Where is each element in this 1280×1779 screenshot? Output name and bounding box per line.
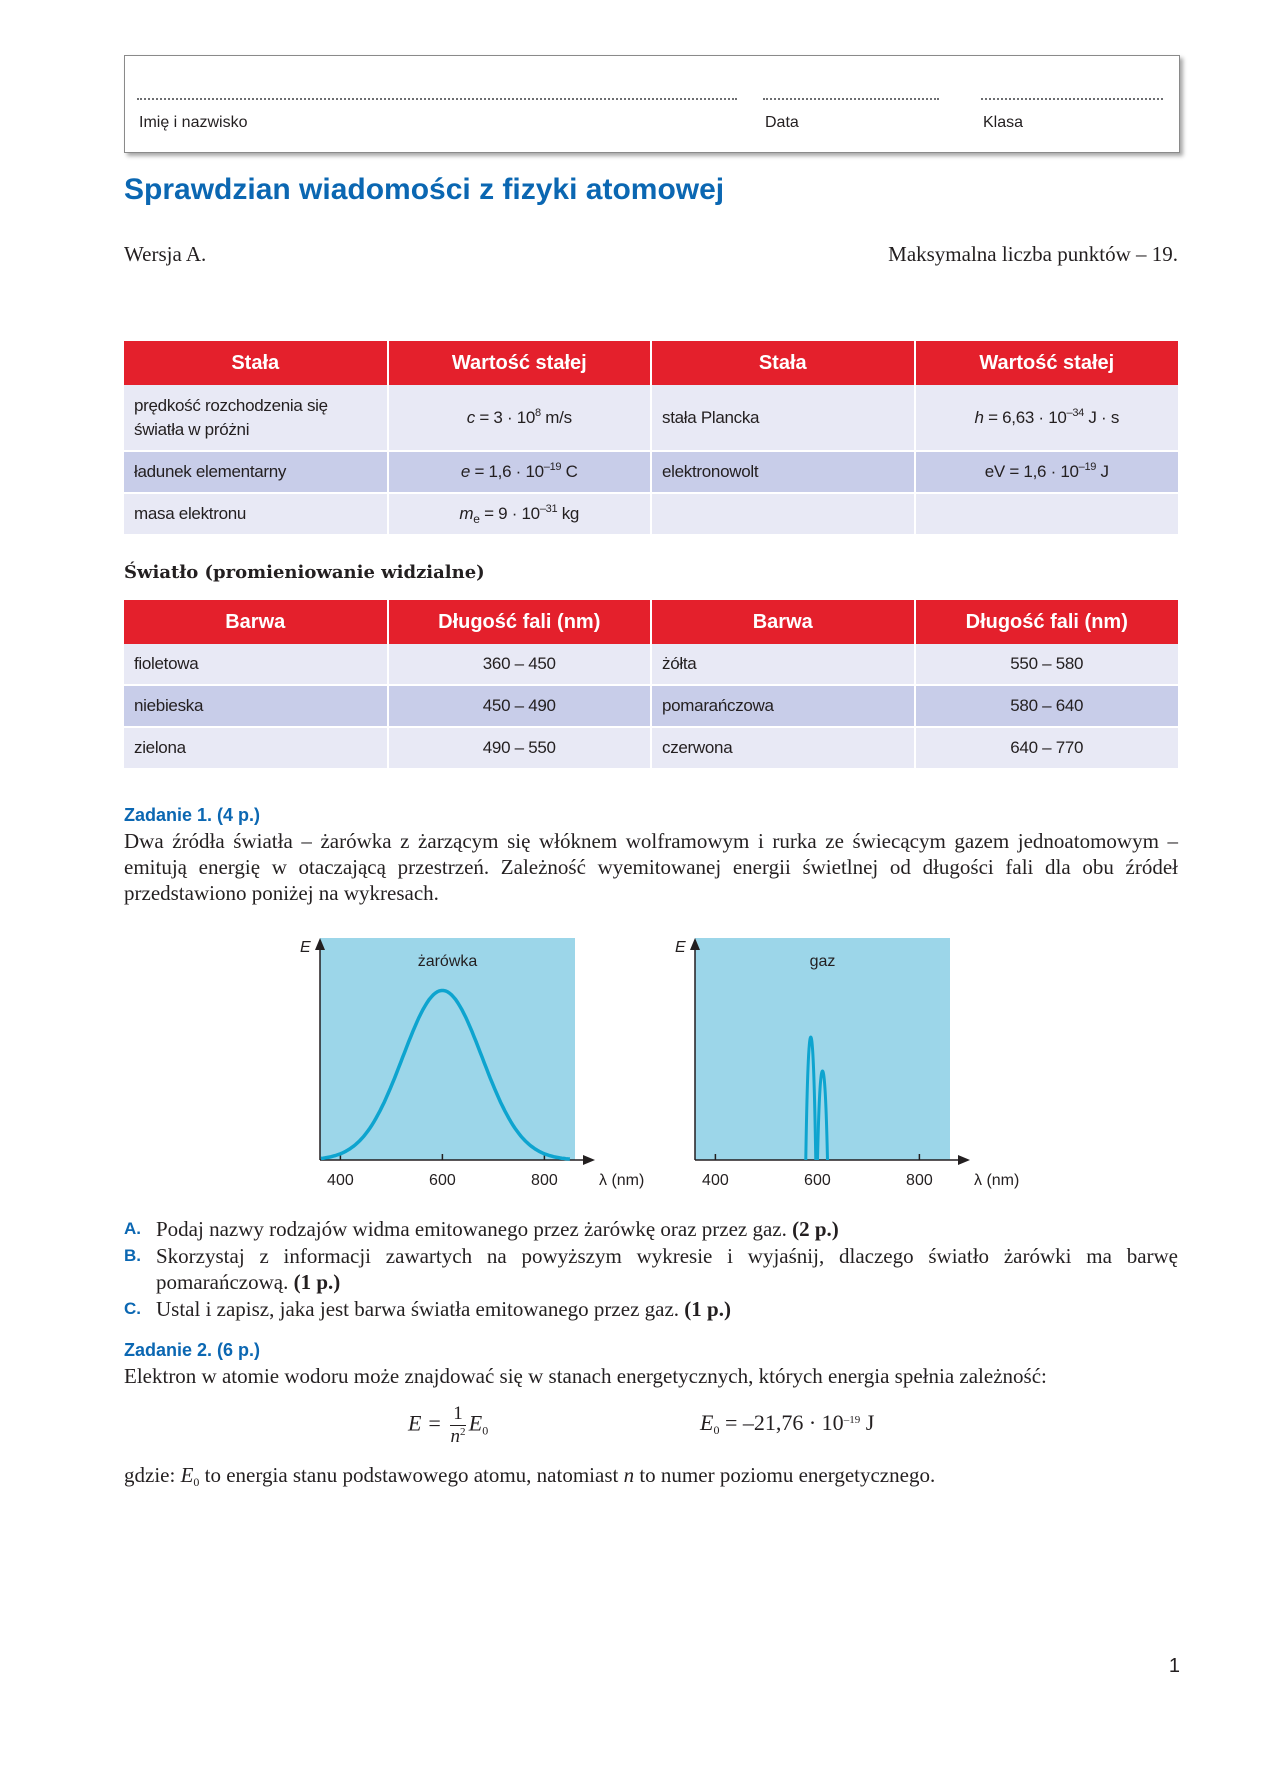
table-cell: $c = 3 \cdot 10^8$ m/s [388, 385, 652, 451]
max-points-label: Maksymalna liczba punktów – 19. [888, 242, 1178, 266]
table-cell: 490 – 550 [388, 727, 652, 769]
plot-background [320, 938, 575, 1160]
table-cell: żółta [651, 644, 915, 685]
table-cell: $h = 6,63 \cdot 10^{-34}$ J · s [915, 385, 1179, 451]
bulb-spectrum-chart [290, 930, 650, 1200]
table-cell: czerwona [651, 727, 915, 769]
task1-option-b: B. Skorzystaj z informacji zawartych na powyższym wykresie i wyjaśnij, dlaczego światło żarówki ma barwę pomarańczową. (1 p.) [124, 1244, 1178, 1294]
version-label: Wersja A. [124, 242, 207, 266]
table-cell: prędkość rozchodzenia się światła w próżni [124, 385, 388, 451]
table-row [124, 685, 1178, 727]
col-header: Wartość stałej [388, 341, 652, 385]
table-cell: $m_e = 9 \cdot 10^{-31}$ kg [388, 493, 652, 535]
energy-formula: E = $\frac{1}{n^2}$ $E_0$ [408, 1403, 489, 1447]
col-header: Długość fali (nm) [388, 600, 652, 644]
constants-table [124, 341, 1178, 536]
table-cell: stała Plancka [651, 385, 915, 451]
table-cell: 360 – 450 [388, 644, 652, 685]
x-axis-label: λ (nm) [974, 1172, 1020, 1189]
table-cell: zielona [124, 727, 388, 769]
table-row [124, 451, 1178, 493]
table-cell: pomarańczowa [651, 685, 915, 727]
x-axis-arrow [958, 1155, 970, 1165]
task2-title: Zadanie 2. (6 p.) [124, 1340, 261, 1360]
x-tick-label: 400 [327, 1172, 354, 1189]
plot-background [695, 938, 950, 1160]
table-row [124, 385, 1178, 451]
table-row [124, 644, 1178, 685]
table-cell: elektronowolt [651, 451, 915, 493]
table-cell: eV = $1,6 \cdot 10^{-19}$ J [915, 451, 1179, 493]
table-cell: niebieska [124, 685, 388, 727]
task2-explanation: gdzie: $E_0$ to energia stanu podstawowego atomu, natomiast n to numer poziomu energetycznego. [124, 1463, 936, 1489]
class-line[interactable] [981, 98, 1163, 100]
x-tick-label: 400 [702, 1172, 729, 1189]
table-cell: 550 – 580 [915, 644, 1179, 685]
task1-text: Dwa źródła światła – żarówka z żarzącym się włóknem wolframowym i rurka ze świecącym gazem jednoatomowym – emitują energię w otaczającą przestrzeń. Zależność wyemitowanej energii świetlnej od długości fali dla obu źródeł przedstawiono poniżej na wykresach. [124, 829, 1178, 905]
class-label: Klasa [983, 114, 1024, 131]
chart-title: gaz [809, 953, 836, 970]
col-header: Długość fali (nm) [915, 600, 1179, 644]
page-title: Sprawdzian wiadomości z fizyki atomowej [124, 173, 725, 206]
x-tick-label: 800 [906, 1172, 933, 1189]
col-header: Barwa [651, 600, 915, 644]
col-header: Barwa [124, 600, 388, 644]
ground-energy-value: $E_0 = -21,76 \cdot 10^{-19}$ J [700, 1410, 875, 1437]
name-line[interactable] [137, 98, 737, 100]
table-row [124, 727, 1178, 769]
task2-text: Elektron w atomie wodoru może znajdować się w stanach energetycznych, których energia spełnia zależność: [124, 1364, 1047, 1388]
table-cell: 450 – 490 [388, 685, 652, 727]
x-tick-label: 800 [531, 1172, 558, 1189]
table-cell: fioletowa [124, 644, 388, 685]
page-number: 1 [1168, 1655, 1180, 1677]
x-axis-label: λ (nm) [599, 1172, 645, 1189]
name-label: Imię i nazwisko [139, 114, 248, 131]
x-axis-arrow [583, 1155, 595, 1165]
col-header: Stała [124, 341, 388, 385]
table-cell: ładunek elementarny [124, 451, 388, 493]
light-section-title: Światło (promieniowanie widzialne) [124, 562, 485, 583]
table-cell: masa elektronu [124, 493, 388, 535]
task1-option-c: C. Ustal i zapisz, jaka jest barwa światła emitowanego przez gaz. (1 p.) [124, 1297, 731, 1321]
col-header: Wartość stałej [915, 341, 1179, 385]
task1-title: Zadanie 1. (4 p.) [124, 805, 261, 825]
y-axis-label: E [675, 939, 686, 956]
table-cell: $e = 1,6 \cdot 10^{-19}$ C [388, 451, 652, 493]
col-header: Stała [651, 341, 915, 385]
gas-spectrum-chart [665, 930, 1025, 1200]
table-row [124, 493, 1178, 535]
table-cell [915, 493, 1179, 535]
task1-option-a: A. Podaj nazwy rodzajów widma emitowanego przez żarówkę oraz przez gaz. (2 p.) [124, 1217, 839, 1241]
y-axis-label: E [300, 939, 311, 956]
date-line[interactable] [763, 98, 939, 100]
table-cell: 640 – 770 [915, 727, 1179, 769]
table-cell: 580 – 640 [915, 685, 1179, 727]
student-info-box [124, 55, 1180, 153]
x-tick-label: 600 [804, 1172, 831, 1189]
table-cell [651, 493, 915, 535]
date-label: Data [765, 114, 799, 131]
x-tick-label: 600 [429, 1172, 456, 1189]
light-table [124, 600, 1178, 770]
chart-title: żarówka [417, 953, 478, 970]
